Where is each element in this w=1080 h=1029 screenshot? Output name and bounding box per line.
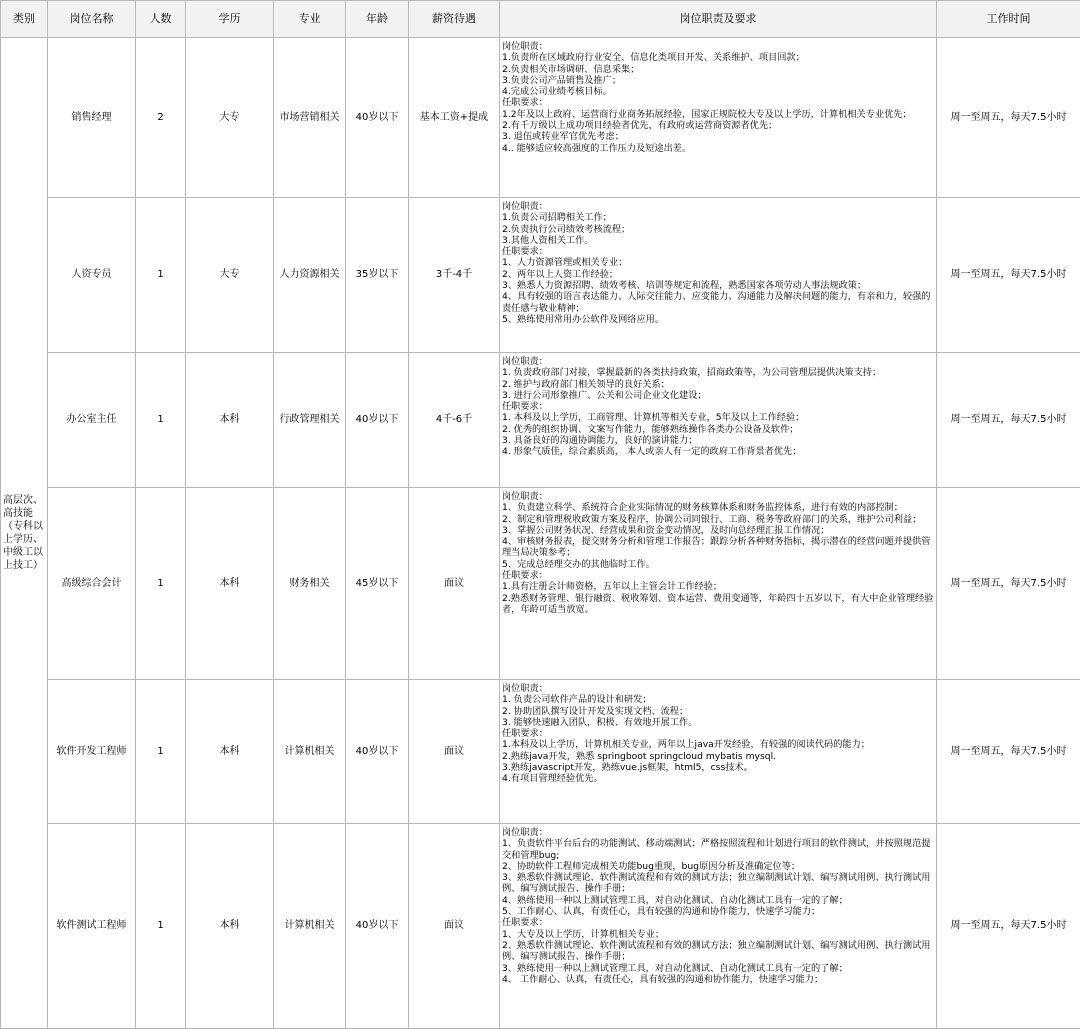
count-cell: 1 [136, 488, 186, 680]
duty-line: 3. 具备良好的沟通协调能力，良好的演讲能力； [502, 435, 934, 446]
header-duties: 岗位职责及要求 [500, 1, 937, 38]
duties-cell [500, 824, 937, 1029]
header-row [1, 1, 1080, 38]
age-cell: 45岁以下 [346, 488, 409, 680]
header-count: 人数 [136, 1, 186, 38]
major-cell: 人力资源相关 [274, 198, 346, 353]
count-cell: 1 [136, 198, 186, 353]
duty-line: 2.负责相关市场调研、信息采集； [502, 64, 934, 75]
duty-line: 2.熟悉财务管理、银行融资、税收筹划、资本运营、费用变通等，年龄四十五岁以下，有大中企业管理经验者，年龄可适当放宽。 [502, 593, 934, 616]
work-time-cell: 周一至周五，每天7.5小时 [937, 824, 1080, 1029]
age-cell: 35岁以下 [346, 198, 409, 353]
salary-cell: 面议 [409, 680, 500, 824]
duty-line: 1.具有注册会计师资格，五年以上主管会计工作经验； [502, 581, 934, 592]
major-cell: 行政管理相关 [274, 353, 346, 488]
header-category: 类别 [1, 1, 48, 38]
duty-line: 3.熟练javascript开发，熟练vue.js框架，html5，css技术。 [502, 762, 934, 773]
duty-line: 3、熟悉软件测试理论、软件测试流程和有效的测试方法；独立编制测试计划、编写测试用例、执行测试用例、编写测试报告、操作手册； [502, 872, 934, 895]
age-cell: 40岁以下 [346, 824, 409, 1029]
table-row [1, 353, 1080, 488]
position-cell: 高级综合会计 [48, 488, 136, 680]
position-cell: 软件开发工程师 [48, 680, 136, 824]
duty-line: 2.负责执行公司绩效考核流程； [502, 224, 934, 235]
duty-line: 岗位职责： [502, 201, 934, 212]
age-cell: 40岁以下 [346, 680, 409, 824]
duties-cell [500, 680, 937, 824]
duty-line: 1.本科及以上学历，计算机相关专业，两年以上java开发经验，有较强的阅读代码的能力； [502, 739, 934, 750]
duty-line: 3.其他人资相关工作。 [502, 235, 934, 246]
table-row [1, 824, 1080, 1029]
major-cell: 计算机相关 [274, 824, 346, 1029]
salary-cell: 面议 [409, 824, 500, 1029]
duties-cell [500, 353, 937, 488]
position-cell: 办公室主任 [48, 353, 136, 488]
duty-line: 1. 负责政府部门对接，掌握最新的各类扶持政策，招商政策等，为公司管理层提供决策支持； [502, 367, 934, 378]
duty-line: 2.有千万级以上成功项目经验者优先，有政府或运营商资源者优先； [502, 120, 934, 131]
header-major: 专业 [274, 1, 346, 38]
age-cell: 40岁以下 [346, 353, 409, 488]
duty-line: 5、熟练使用常用办公软件及网络应用。 [502, 314, 934, 325]
category-cell: 高层次、高技能（专科以上学历、中级工以上技工） [1, 38, 48, 1029]
salary-cell: 4千-6千 [409, 353, 500, 488]
duty-line: 3、熟悉人力资源招聘、绩效考核、培训等规定和流程，熟悉国家各项劳动人事法规政策； [502, 280, 934, 291]
table-row [1, 488, 1080, 680]
duty-line: 任职要求： [502, 728, 934, 739]
education-cell: 本科 [186, 353, 274, 488]
duty-line: 2、两年以上人资工作经验； [502, 269, 934, 280]
position-cell: 人资专员 [48, 198, 136, 353]
education-cell: 本科 [186, 488, 274, 680]
table-row [1, 198, 1080, 353]
duties-cell [500, 198, 937, 353]
duty-line: 1. 本科及以上学历，工商管理、计算机等相关专业，5年及以上工作经验； [502, 412, 934, 423]
duty-line: 4、审核财务报表，提交财务分析和管理工作报告；跟踪分析各种财务指标，揭示潜在的经营问题并提供管理当局决策参考； [502, 536, 934, 559]
duty-line: 4、 工作耐心、认真，有责任心，具有较强的沟通和协作能力，快速学习能力； [502, 974, 934, 985]
duty-line: 2、熟悉软件测试理论、软件测试流程和有效的测试方法；独立编制测试计划、编写测试用例、执行测试用例、编写测试报告、操作手册； [502, 940, 934, 963]
count-cell: 1 [136, 680, 186, 824]
education-cell: 本科 [186, 824, 274, 1029]
duty-line: 1、负责软件平台后台的功能测试、移动端测试；严格按照流程和计划进行项目的软件测试，并按照规范提交和管理bug; [502, 838, 934, 861]
education-cell: 本科 [186, 680, 274, 824]
header-education: 学历 [186, 1, 274, 38]
work-time-cell: 周一至周五，每天7.5小时 [937, 353, 1080, 488]
duty-line: 1、大专及以上学历，计算机相关专业； [502, 929, 934, 940]
duty-line: 3. 退伍或转业军官优先考虑； [502, 131, 934, 142]
header-position: 岗位名称 [48, 1, 136, 38]
duty-line: 1. 负责公司软件产品的设计和研发； [502, 694, 934, 705]
duty-line: 1.负责公司招聘相关工作； [502, 212, 934, 223]
duty-line: 1.2年及以上政府、运营商行业商务拓展经验，国家正规院校大专及以上学历，计算机相关专业优先； [502, 109, 934, 120]
duty-line: 岗位职责： [502, 41, 934, 52]
duty-line: 岗位职责： [502, 356, 934, 367]
duty-line: 3. 能够快速融入团队，积极、有效地开展工作。 [502, 717, 934, 728]
duty-line: 任职要求： [502, 917, 934, 928]
major-cell: 财务相关 [274, 488, 346, 680]
duty-line: 任职要求： [502, 401, 934, 412]
duty-line: 岗位职责： [502, 827, 934, 838]
table-row [1, 38, 1080, 198]
duty-line: 4.. 能够适应较高强度的工作压力及短途出差。 [502, 143, 934, 154]
duty-line: 3.负责公司产品销售及推广； [502, 75, 934, 86]
duty-line: 4.有项目管理经验优先。 [502, 773, 934, 784]
duty-line: 2. 优秀的组织协调、文案写作能力，能够熟练操作各类办公设备及软件； [502, 424, 934, 435]
duty-line: 5、工作耐心、认真，有责任心，具有较强的沟通和协作能力，快速学习能力； [502, 906, 934, 917]
education-cell: 大专 [186, 38, 274, 198]
duty-line: 2. 协助团队撰写设计开发及实现文档、流程； [502, 706, 934, 717]
header-work-time: 工作时间 [937, 1, 1080, 38]
duty-line: 4.完成公司业绩考核目标。 [502, 86, 934, 97]
salary-cell: 基本工资+提成 [409, 38, 500, 198]
duty-line: 1、人力资源管理或相关专业； [502, 257, 934, 268]
education-cell: 大专 [186, 198, 274, 353]
duties-cell [500, 38, 937, 198]
salary-cell: 面议 [409, 488, 500, 680]
age-cell: 40岁以下 [346, 38, 409, 198]
position-cell: 销售经理 [48, 38, 136, 198]
duty-line: 4. 形象气质佳，综合素质高， 本人或亲人有一定的政府工作背景者优先； [502, 446, 934, 457]
duty-line: 岗位职责： [502, 683, 934, 694]
count-cell: 1 [136, 824, 186, 1029]
duty-line: 2. 维护与政府部门相关领导的良好关系； [502, 379, 934, 390]
salary-cell: 3千-4千 [409, 198, 500, 353]
duty-line: 1.负责所在区域政府行业安全、信息化类项目开发、关系维护、项目回款； [502, 52, 934, 63]
duty-line: 3、熟练使用一种以上测试管理工具，对自动化测试、自动化测试工具有一定的了解； [502, 963, 934, 974]
work-time-cell: 周一至周五，每天7.5小时 [937, 488, 1080, 680]
header-age: 年龄 [346, 1, 409, 38]
table-row [1, 680, 1080, 824]
header-salary: 薪资待遇 [409, 1, 500, 38]
duties-cell [500, 488, 937, 680]
major-cell: 市场营销相关 [274, 38, 346, 198]
duty-line: 任职要求： [502, 97, 934, 108]
work-time-cell: 周一至周五，每天7.5小时 [937, 38, 1080, 198]
major-cell: 计算机相关 [274, 680, 346, 824]
duty-line: 4、熟练使用一种以上测试管理工具，对自动化测试、自动化测试工具有一定的了解； [502, 895, 934, 906]
count-cell: 1 [136, 353, 186, 488]
duty-line: 岗位职责： [502, 491, 934, 502]
duty-line: 2、协助软件工程师完成相关功能bug重现，bug原因分析及准确定位等； [502, 861, 934, 872]
duty-line: 4、具有较强的语言表达能力、人际交往能力、应变能力、沟通能力及解决问题的能力，有亲和力，较强的责任感与敬业精神； [502, 291, 934, 314]
work-time-cell: 周一至周五，每天7.5小时 [937, 198, 1080, 353]
duty-line: 5、完成总经理交办的其他临时工作。 [502, 559, 934, 570]
duty-line: 2.熟练java开发，熟悉 springboot springcloud mybatis mysql. [502, 751, 934, 762]
duty-line: 2、制定和管理税收政策方案及程序，协调公司同银行、工商、税务等政府部门的关系，维护公司利益； [502, 514, 934, 525]
duty-line: 3、掌握公司财务状况、经营成果和资金变动情况，及时向总经理汇报工作情况； [502, 525, 934, 536]
duty-line: 3. 进行公司形象推广、公关和公司企业文化建设； [502, 390, 934, 401]
duty-line: 任职要求： [502, 246, 934, 257]
count-cell: 2 [136, 38, 186, 198]
duty-line: 1、负责建立科学、系统符合企业实际情况的财务核算体系和财务监控体系，进行有效的内部控制； [502, 502, 934, 513]
position-cell: 软件测试工程师 [48, 824, 136, 1029]
duty-line: 任职要求： [502, 570, 934, 581]
work-time-cell: 周一至周五，每天7.5小时 [937, 680, 1080, 824]
